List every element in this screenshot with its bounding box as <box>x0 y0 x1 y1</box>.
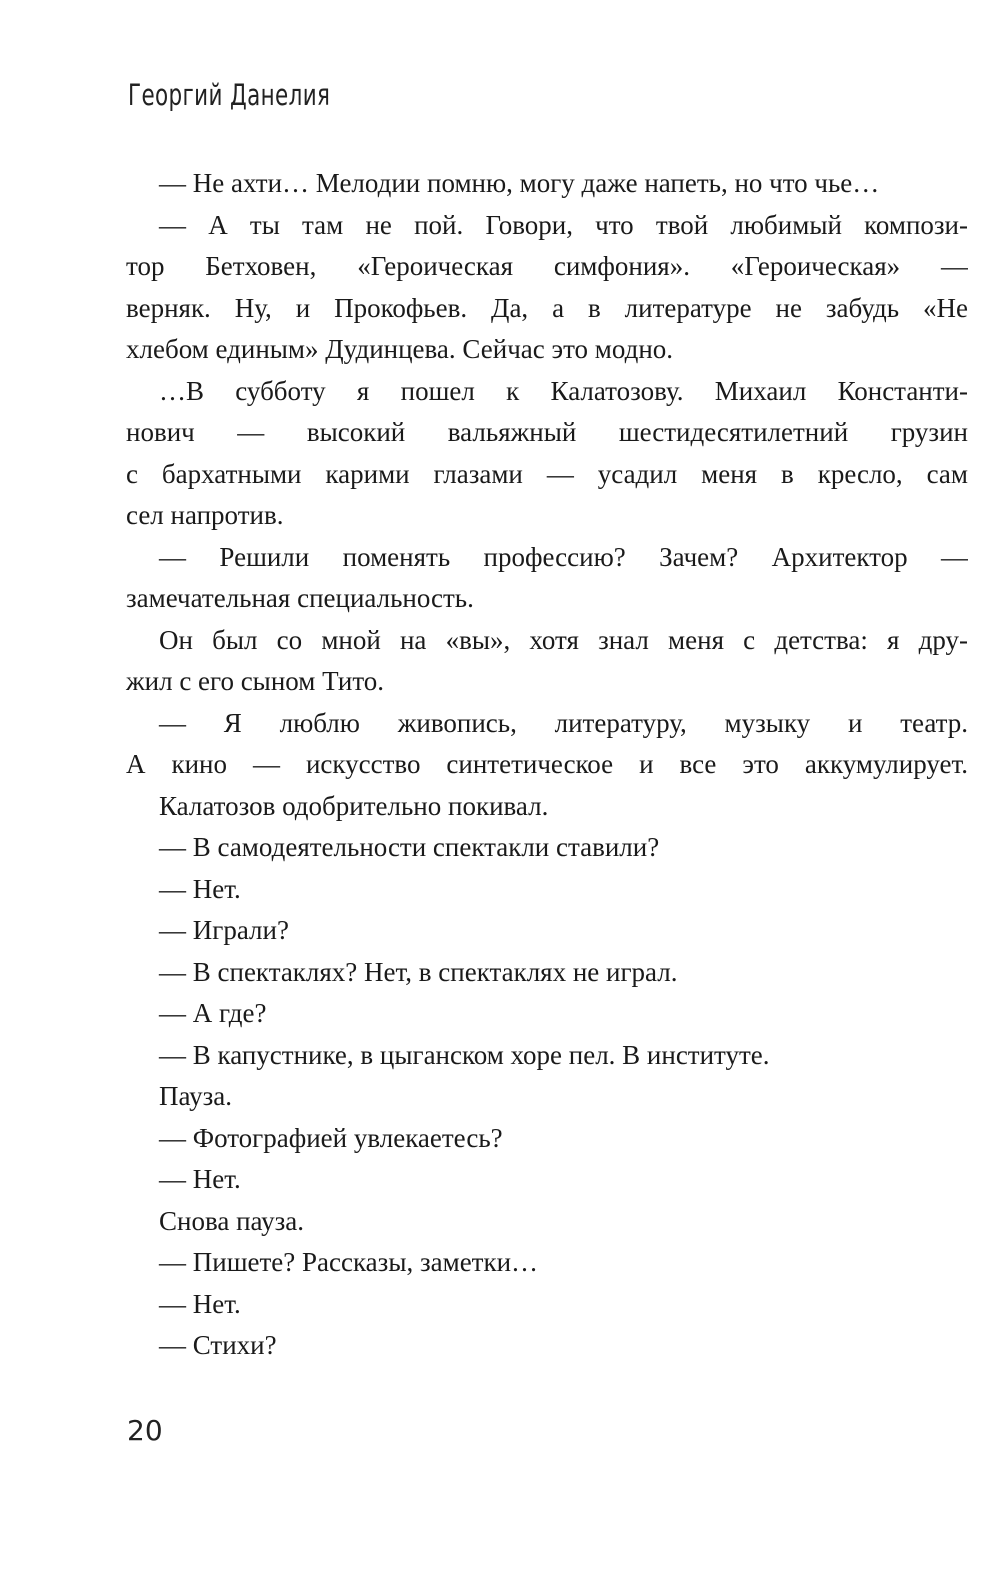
text-line: — Решили поменять профессию? Зачем? Архитектор — <box>159 541 968 572</box>
text-line: А кино — искусство синтетическое и все это аккумулирует. <box>126 749 968 779</box>
text-line: — Не ахти… Мелодии помню, могу даже напеть, но что чье… <box>159 168 880 198</box>
text-line: замечательная специальность. <box>126 583 474 613</box>
text-line: — Пишете? Рассказы, заметки… <box>159 1247 539 1277</box>
text-line: с бархатными карими глазами — усадил меня в кресло, сам <box>126 458 968 489</box>
text-line: нович — высокий вальяжный шестидесятилетний грузин <box>126 417 968 447</box>
running-head: Георгий Данелия <box>128 78 331 112</box>
text-line: …В субботу я пошел к Калатозову. Михаил Константи- <box>159 375 968 406</box>
text-line: сел напротив. <box>126 500 284 530</box>
text-line: — В спектаклях? Нет, в спектаклях не играл. <box>159 956 678 987</box>
text-line: жил с его сыном Тито. <box>126 666 385 696</box>
text-line: — В капустнике, в цыганском хоре пел. В институте. <box>159 1039 770 1070</box>
text-line: Калатозов одобрительно покивал. <box>159 790 549 821</box>
text-line: Он был со мной на «вы», хотя знал меня с детства: я дру- <box>159 624 968 655</box>
body-text <box>126 163 968 1367</box>
text-line: верняк. Ну, и Прокофьев. Да, а в литературе не забудь «Не <box>126 292 968 323</box>
text-line: — Фотографией увлекаетесь? <box>159 1122 503 1153</box>
text-line: Пауза. <box>159 1081 233 1111</box>
text-line: хлебом единым» Дудинцева. Сейчас это модно. <box>126 334 674 364</box>
text-line: — Нет. <box>159 873 241 904</box>
text-line: — В самодеятельности спектакли ставили? <box>159 832 660 862</box>
text-line: — Играли? <box>159 915 289 945</box>
text-line: — А ты там не пой. Говори, что твой любимый компози- <box>159 209 968 240</box>
text-line: Снова пауза. <box>159 1205 305 1236</box>
text-line: — Стихи? <box>159 1330 277 1360</box>
text-line: — Нет. <box>159 1288 241 1319</box>
text-line: тор Бетховен, «Героическая симфония». «Героическая» — <box>126 251 968 281</box>
page-number: 20 <box>127 1414 163 1447</box>
text-line: — Я люблю живопись, литературу, музыку и театр. <box>159 707 968 738</box>
text-line: — Нет. <box>159 1164 241 1194</box>
text-line: — А где? <box>159 998 267 1028</box>
